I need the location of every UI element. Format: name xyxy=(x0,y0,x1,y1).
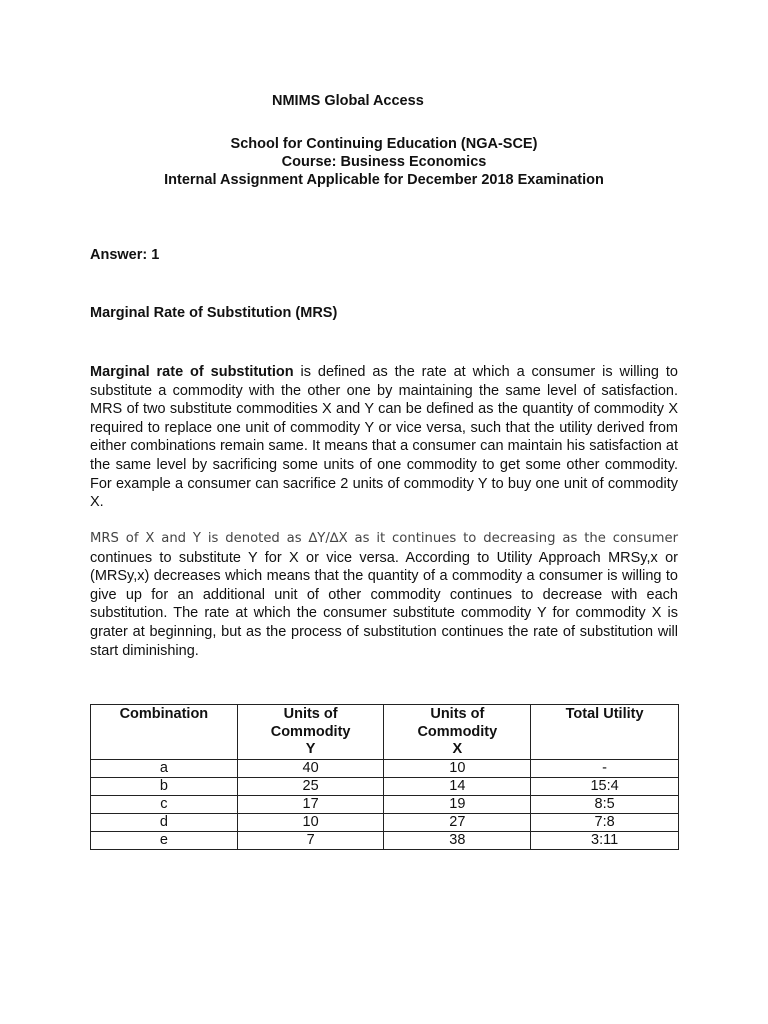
section-title: Marginal Rate of Substitution (MRS) xyxy=(90,305,338,321)
table-cell: 40 xyxy=(237,760,384,778)
header-line: Total Utility xyxy=(565,706,644,722)
header-line: Y xyxy=(305,741,316,757)
header-total-utility xyxy=(531,705,679,760)
table-cell: e xyxy=(91,832,238,850)
table-cell: 19 xyxy=(384,796,531,814)
header-line: X xyxy=(452,741,463,757)
table-cell: 38 xyxy=(384,832,531,850)
definition-paragraph xyxy=(90,363,678,512)
table-cell: 15:4 xyxy=(531,778,679,796)
header-units-y xyxy=(237,705,384,760)
assignment-title: Internal Assignment Applicable for December 2018 Examination xyxy=(164,172,604,188)
header-line: Combination xyxy=(119,706,209,722)
definition-term: Marginal rate of substitution xyxy=(90,364,294,380)
table-cell: 7 xyxy=(237,832,384,850)
organization-title: NMIMS Global Access xyxy=(272,93,424,109)
explanation-paragraph xyxy=(90,529,678,660)
answer-label: Answer: 1 xyxy=(90,247,160,263)
table-row xyxy=(91,832,679,850)
table-row xyxy=(91,796,679,814)
school-name: School for Continuing Education (NGA-SCE) xyxy=(230,136,538,152)
table-row xyxy=(91,760,679,778)
table-cell: a xyxy=(91,760,238,778)
table-cell: - xyxy=(531,760,679,778)
table-cell: b xyxy=(91,778,238,796)
header-line: Units of xyxy=(283,706,338,722)
header-units-x xyxy=(384,705,531,760)
table-header-row xyxy=(91,705,679,760)
table-cell: 7:8 xyxy=(531,814,679,832)
table-cell: 25 xyxy=(237,778,384,796)
table-cell: 10 xyxy=(384,760,531,778)
table-cell: 14 xyxy=(384,778,531,796)
definition-text: is defined as the rate at which a consumer is willing to substitute a commodity with the other one by maintaining the same level of satisfaction. MRS of two substitute commodities X and Y can be defined as the quantity of commodity X required to replace one unit of commodity Y or vice versa, such that the utility derived from either combinations remain same. It means that a consumer can maintain his satisfaction at the same level by sacrificing some units of one commodity to get some other commodity. For example a consumer can sacrifice 2 units of commodity Y to buy one unit of commodity X. xyxy=(90,364,678,511)
table-cell: 3:11 xyxy=(531,832,679,850)
table-cell: 8:5 xyxy=(531,796,679,814)
table-cell: 27 xyxy=(384,814,531,832)
document-header xyxy=(90,135,678,189)
explanation-lead: MRS of X and Y is denoted as ∆Y/∆X as it continues to decreasing as the consumer xyxy=(90,531,678,546)
header-line: Commodity xyxy=(417,723,498,740)
table-row xyxy=(91,778,679,796)
header-combination xyxy=(91,705,238,760)
course-name: Course: Business Economics xyxy=(281,154,487,170)
explanation-text: continues to substitute Y for X or vice versa. According to Utility Approach MRSy,x or (MRSy,x) decreases which means that the quantity of a commodity a consumer is willing to give up for an additional unit of other commodity continues to decrease with each substitution. The rate at which the consumer substitute commodity Y for commodity X is grater at beginning, but as the process of substitution continues the rate of substitution will start diminishing. xyxy=(90,549,678,659)
table-cell: 10 xyxy=(237,814,384,832)
table-cell: d xyxy=(91,814,238,832)
header-line: Units of xyxy=(430,706,485,722)
table-row xyxy=(91,814,679,832)
table-cell: 17 xyxy=(237,796,384,814)
mrs-table xyxy=(90,704,679,850)
table-cell: c xyxy=(91,796,238,814)
header-line: Commodity xyxy=(270,723,351,740)
